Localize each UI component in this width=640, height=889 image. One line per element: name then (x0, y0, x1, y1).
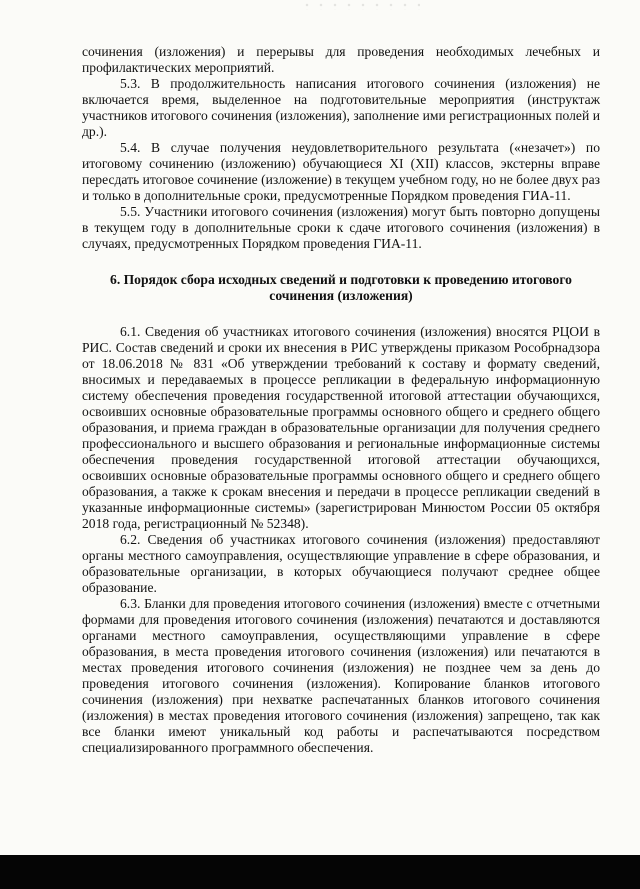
paragraph-5-5: 5.5. Участники итогового сочинения (изложения) могут быть повторно допущены в текущем году в дополнительные сроки к сдаче итогового сочинения (изложения) в случаях, предусмотренных Порядком проведения ГИА-11. (82, 204, 600, 251)
scan-border-bottom (0, 855, 640, 889)
section-6-heading: 6. Порядок сбора исходных сведений и подготовки к проведению итогового сочинения (изложения) (110, 272, 572, 303)
paragraph-5-3: 5.3. В продолжительность написания итогового сочинения (изложения) не включается время, выделенное на подготовительные мероприятия (инструктаж участников итогового сочинения (изложения), заполнение ими регистрационных полей и др.). (82, 76, 600, 139)
scan-noise (300, 2, 420, 10)
paragraph-intro: сочинения (изложения) и перерывы для проведения необходимых лечебных и профилактических мероприятий. (82, 44, 600, 75)
paragraph-5-4: 5.4. В случае получения неудовлетворительного результата («незачет») по итоговому сочинению (изложению) обучающиеся XI (XII) классов, экстерны вправе пересдать итоговое сочинение (изложение) в текущем учебном году, но не более двух раз и только в дополнительные сроки, предусмотренные Порядком проведения ГИА-11. (82, 140, 600, 203)
paragraph-6-2: 6.2. Сведения об участниках итогового сочинения (изложения) предоставляют органы местного самоуправления, осуществляющие управление в сфере образования, и образовательные организации, в которых обучающиеся получают среднее общее образование. (82, 532, 600, 595)
paragraph-6-1: 6.1. Сведения об участниках итогового сочинения (изложения) вносятся РЦОИ в РИС. Состав сведений и сроки их внесения в РИС утверждены приказом Рособрнадзора от 18.06.2018 № 831 «Об утверждении требований к составу и формату сведений, вносимых и передаваемых в процессе репликации в федеральную информационную систему обеспечения проведения государственной итоговой аттестации обучающихся, освоивших основные образовательные программы основного общего и среднего общего образования, и приема граждан в образовательные организации для получения среднего профессионального и высшего образования и региональные информационные системы обеспечения проведения государственной итоговой аттестации обучающихся, освоивших основные образовательные программы основного общего и среднего общего образования, а также к срокам внесения и передачи в процессе репликации сведений в указанные информационные системы» (зарегистрирован Минюстом России 05 октября 2018 года, регистрационный № 52348). (82, 324, 600, 531)
paragraph-6-3: 6.3. Бланки для проведения итогового сочинения (изложения) вместе с отчетными формами для проведения итогового сочинения (изложения) печатаются и доставляются органами местного самоуправления, осуществляющими управление в сфере образования, в места проведения итогового сочинения (изложения) или печатаются в местах проведения итогового сочинения (изложения) не позднее чем за день до проведения итогового сочинения (изложения). Копирование бланков итогового сочинения (изложения) при нехватке распечатанных бланков итогового сочинения (изложения) в местах проведения итогового сочинения (изложения) запрещено, так как все бланки имеют уникальный код работы и распечатываются посредством специализированного программного обеспечения. (82, 596, 600, 755)
document-body (82, 44, 600, 756)
